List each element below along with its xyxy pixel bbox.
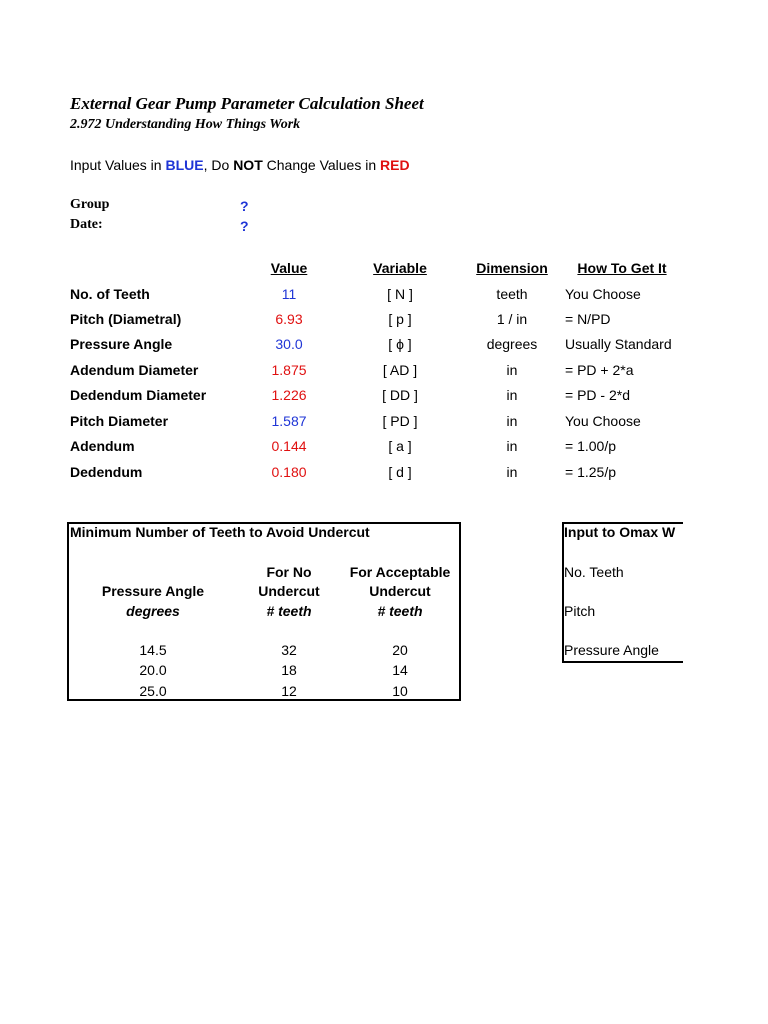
col2-line2: Undercut (258, 583, 320, 599)
param-dimension: in (506, 362, 518, 378)
group-label: Group (70, 197, 110, 212)
undercut-no-undercut-teeth: 12 (281, 683, 297, 699)
sheet-subtitle: 2.972 Understanding How Things Work (70, 117, 301, 132)
col3-unit: # teeth (377, 603, 423, 619)
param-label: Pitch Diameter (70, 413, 169, 429)
omax-item-pitch: Pitch (564, 603, 596, 619)
group-value[interactable]: ? (240, 198, 249, 214)
param-variable: [ N ] (387, 286, 413, 302)
param-label: Pressure Angle (70, 336, 173, 352)
param-label: Dedendum (70, 464, 143, 480)
instr-text-1: Input Values in (70, 157, 166, 173)
param-variable: [ DD ] (382, 387, 418, 403)
param-label: Pitch (Diametral) (70, 311, 182, 327)
undercut-acceptable-teeth: 10 (392, 683, 408, 699)
param-value[interactable]: 30.0 (275, 336, 303, 352)
param-dimension: in (506, 413, 518, 429)
date-label: Date: (70, 217, 103, 232)
param-label: Adendum Diameter (70, 362, 199, 378)
param-dimension: teeth (496, 286, 528, 302)
instr-text-3: Change Values in (262, 157, 381, 173)
col3-line1: For Acceptable (349, 564, 451, 580)
param-variable: [ AD ] (382, 362, 418, 378)
param-value: 0.180 (271, 464, 307, 480)
date-value[interactable]: ? (240, 218, 249, 234)
param-variable: [ PD ] (382, 413, 418, 429)
col2-unit: # teeth (266, 603, 312, 619)
undercut-pressure-angle: 20.0 (139, 662, 167, 678)
header-how-to-get-it: How To Get It (577, 260, 667, 276)
param-dimension: in (506, 464, 518, 480)
col1-unit: degrees (126, 603, 180, 619)
instr-blue-word: BLUE (165, 157, 204, 173)
param-variable: [ p ] (388, 311, 412, 327)
omax-box (562, 522, 683, 663)
instr-red-word: RED (380, 157, 410, 173)
param-value[interactable]: 1.587 (271, 413, 307, 429)
param-how-to-get-it: You Choose (565, 286, 641, 302)
undercut-no-undercut-teeth: 18 (281, 662, 297, 678)
param-how-to-get-it: Usually Standard (565, 336, 672, 352)
undercut-pressure-angle: 14.5 (139, 642, 167, 658)
param-how-to-get-it: = N/PD (565, 311, 611, 327)
header-value: Value (270, 260, 308, 276)
param-dimension: 1 / in (496, 311, 528, 327)
undercut-acceptable-teeth: 14 (392, 662, 408, 678)
param-how-to-get-it: = PD - 2*d (565, 387, 630, 403)
col2-line1: For No (266, 564, 312, 580)
param-variable: [ ϕ ] (388, 336, 412, 352)
param-value: 1.875 (271, 362, 307, 378)
param-dimension: degrees (486, 336, 538, 352)
header-dimension: Dimension (476, 260, 548, 276)
param-value[interactable]: 11 (281, 286, 297, 302)
param-how-to-get-it: = 1.00/p (565, 438, 616, 454)
param-label: Adendum (70, 438, 135, 454)
param-variable: [ a ] (388, 438, 412, 454)
param-how-to-get-it: = PD + 2*a (565, 362, 634, 378)
col1-header: Pressure Angle (101, 583, 205, 599)
header-variable: Variable (373, 260, 427, 276)
instr-not-word: NOT (233, 157, 263, 173)
instructions-line (70, 157, 410, 173)
undercut-acceptable-teeth: 20 (392, 642, 408, 658)
instr-text-2: , Do (203, 157, 234, 173)
undercut-table-title: Minimum Number of Teeth to Avoid Undercut (70, 524, 370, 540)
undercut-pressure-angle: 25.0 (139, 683, 167, 699)
sheet-title: External Gear Pump Parameter Calculation Sheet (70, 94, 424, 113)
param-variable: [ d ] (388, 464, 412, 480)
param-how-to-get-it: = 1.25/p (565, 464, 616, 480)
param-label: No. of Teeth (70, 286, 150, 302)
param-label: Dedendum Diameter (70, 387, 207, 403)
omax-item-no-teeth: No. Teeth (564, 564, 624, 580)
omax-item-pressure-angle: Pressure Angle (564, 642, 659, 658)
undercut-no-undercut-teeth: 32 (281, 642, 297, 658)
param-how-to-get-it: You Choose (565, 413, 641, 429)
param-value: 1.226 (271, 387, 307, 403)
omax-title: Input to Omax W (564, 524, 676, 540)
param-dimension: in (506, 438, 518, 454)
param-value: 6.93 (275, 311, 303, 327)
param-dimension: in (506, 387, 518, 403)
col3-line2: Undercut (369, 583, 431, 599)
param-value: 0.144 (271, 438, 307, 454)
